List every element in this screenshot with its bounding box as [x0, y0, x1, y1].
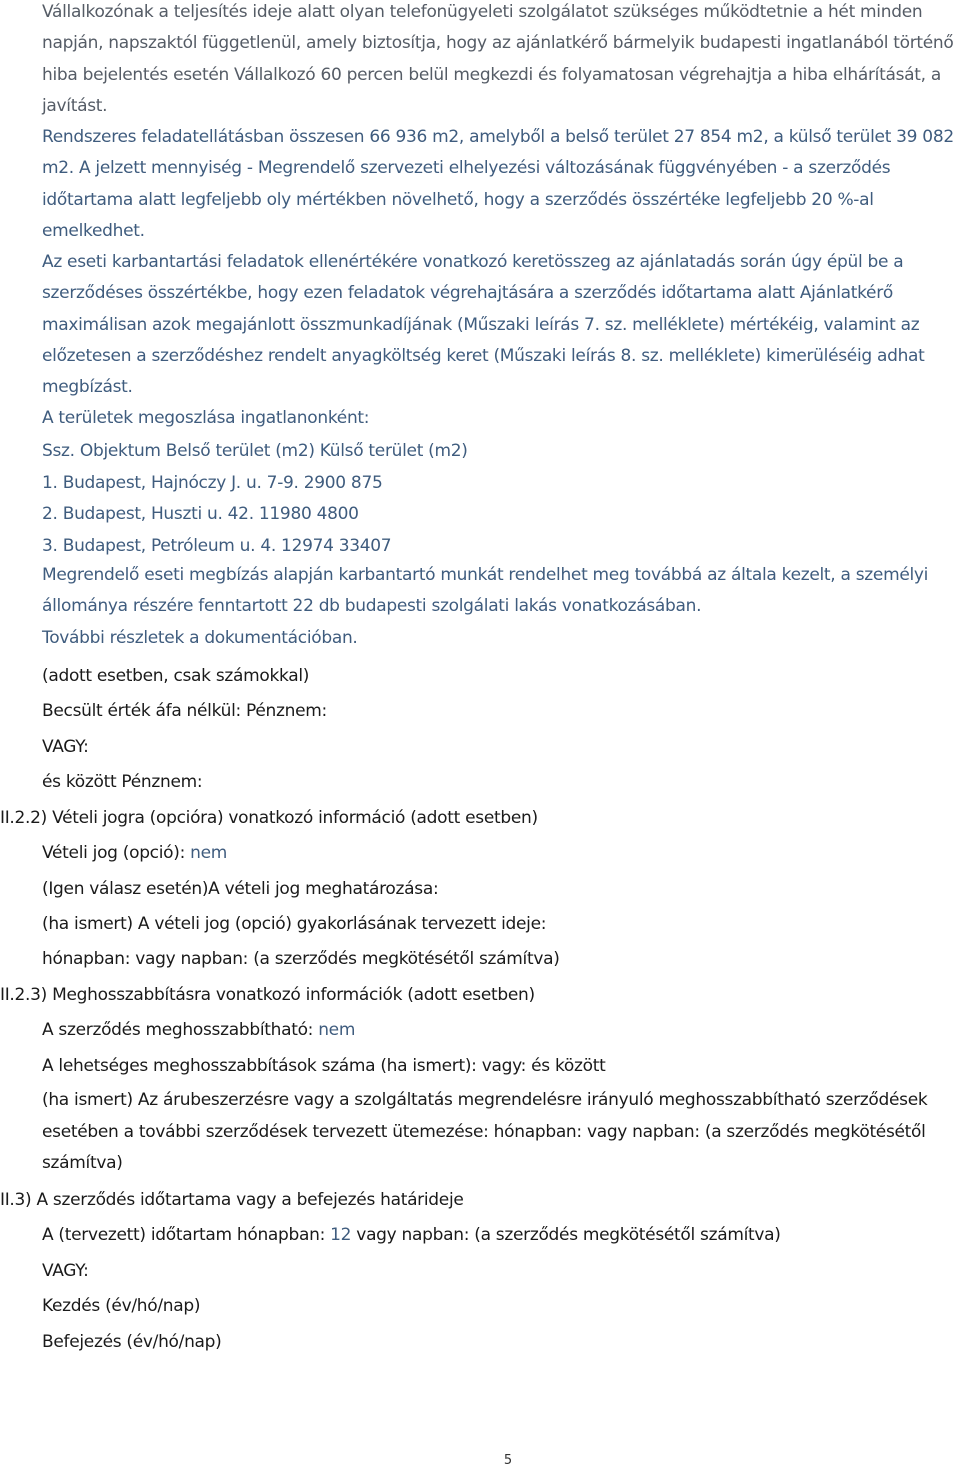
start-date: Kezdés (év/hó/nap)	[42, 1296, 201, 1316]
paragraph-area-split-intro: A területek megoszlása ingatlanonként:	[42, 408, 370, 428]
or-label: VAGY:	[42, 1261, 89, 1281]
extension-schedule: (ha ismert) Az árubeszerzésre vagy a szolgáltatás megrendelésre irányuló meghosszabbítható szerződések esetében a további szerződések tervezett ütemezése: hónapban: vagy napban: (a szerződés megkötésétől számítva)	[42, 1090, 928, 1173]
option-definition: (Igen válasz esetén)A vételi jog meghatározása:	[42, 879, 439, 899]
duration-planned-value: 12	[330, 1225, 352, 1245]
table-row: 3. Budapest, Petróleum u. 4. 12974 33407	[42, 536, 392, 556]
extension-possible-value: nem	[318, 1020, 356, 1040]
duration-planned	[42, 1223, 781, 1247]
section-heading-extension: II.2.3) Meghosszabbításra vonatkozó információk (adott esetben)	[0, 985, 535, 1005]
extension-count: A lehetséges meghosszabbítások száma (ha ismert): vagy: és között	[42, 1056, 606, 1076]
section-heading-duration: II.3) A szerződés időtartama vagy a befejezés határideje	[0, 1190, 464, 1210]
value-note: (adott esetben, csak számokkal)	[42, 666, 310, 686]
estimated-value: Becsült érték áfa nélkül: Pénznem:	[42, 701, 327, 721]
option-right-value: nem	[190, 843, 228, 863]
section-heading-option: II.2.2) Vételi jogra (opcióra) vonatkozó információ (adott esetben)	[0, 808, 538, 828]
value-range: és között Pénznem:	[42, 772, 203, 792]
duration-planned-label: A (tervezett) időtartam hónapban:	[42, 1225, 331, 1245]
paragraph-area-total: Rendszeres feladatellátásban összesen 66 936 m2, amelyből a belső terület 27 854 m2, a külső terület 39 082 m2. A jelzett mennyiség - Megrendelő szervezeti elhelyezési változásának függvényében - a szerződés időtartama alatt legfeljebb oly mértékben növelhető, hogy a szerződés összértéke legfeljebb 20 %-al emelkedhet.	[42, 127, 954, 241]
paragraph-service-flats: Megrendelő eseti megbízás alapján karbantartó munkát rendelhet meg továbbá az általa kezelt, a személyi állománya részére fenntartott 22 db budapesti szolgálati lakás vonatkozásában.	[42, 565, 929, 617]
paragraph-more-details: További részletek a dokumentációban.	[42, 628, 358, 648]
option-planned-time: (ha ismert) A vételi jog (opció) gyakorlásának tervezett ideje:	[42, 914, 547, 934]
table-header: Ssz. Objektum Belső terület (m2) Külső terület (m2)	[42, 441, 468, 461]
option-right-label: Vételi jog (opció):	[42, 843, 191, 863]
extension-possible-label: A szerződés meghosszabbítható:	[42, 1020, 319, 1040]
table-row: 2. Budapest, Huszti u. 42. 11980 4800	[42, 504, 359, 524]
end-date: Befejezés (év/hó/nap)	[42, 1332, 222, 1352]
paragraph-phone-service: Vállalkozónak a teljesítés ideje alatt olyan telefonügyeleti szolgálatot szükséges működtetnie a hét minden napján, napszaktól függetlenül, amely biztosítja, hogy az ajánlatkérő bármelyik budapesti ingatlanából történő hiba bejelentés esetén Vállalkozó 60 percen belül megkezdi és folyamatosan végrehajtja a hiba elhárítását, a javítást.	[42, 2, 954, 116]
page-number: 5	[503, 1453, 513, 1468]
table-row: 1. Budapest, Hajnóczy J. u. 7-9. 2900 875	[42, 473, 383, 493]
extension-possible	[42, 1018, 355, 1042]
paragraph-maintenance-budget: Az eseti karbantartási feladatok ellenértékére vonatkozó keretösszeg az ajánlatadás során úgy épül be a szerződéses összértékbe, hogy ezen feladatok végrehajtására a szerződés időtartama alatt Ajánlatkérő maximálisan azok megajánlott összmunkadíjának (Műszaki leírás 7. sz. melléklete) mértékéig, valamint az előzetesen a szerződéshez rendelt anyagköltség keret (Műszaki leírás 8. sz. melléklete) kimerüléséig adhat megbízást.	[42, 252, 925, 398]
duration-planned-rest: vagy napban: (a szerződés megkötésétől számítva)	[351, 1225, 781, 1245]
option-months-days: hónapban: vagy napban: (a szerződés megkötésétől számítva)	[42, 949, 560, 969]
or-label: VAGY:	[42, 737, 89, 757]
option-right	[42, 841, 227, 865]
